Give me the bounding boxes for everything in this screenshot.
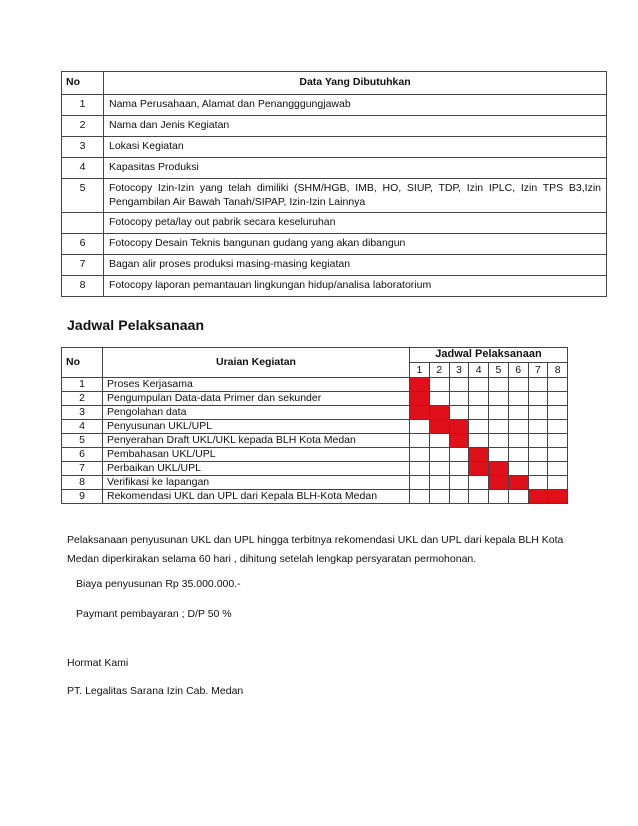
schedule-cell-empty (548, 462, 568, 476)
schedule-cell-filled (528, 490, 548, 504)
requirements-row (62, 179, 607, 213)
schedule-cell-empty (410, 462, 430, 476)
schedule-cell-empty (449, 392, 469, 406)
requirements-row (62, 158, 607, 179)
schedule-row (62, 406, 568, 420)
requirements-row-text: Fotocopy peta/lay out pabrik secara keseluruhan (104, 213, 607, 234)
schedule-week-header: 3 (449, 363, 469, 378)
schedule-col-uraian: Uraian Kegiatan (103, 348, 410, 378)
requirements-row (62, 255, 607, 276)
schedule-row-no: 3 (62, 406, 103, 420)
schedule-cell-empty (410, 476, 430, 490)
schedule-week-header: 7 (528, 363, 548, 378)
requirements-col-data: Data Yang Dibutuhkan (104, 72, 607, 95)
schedule-cell-filled (410, 378, 430, 392)
schedule-cell-empty (528, 378, 548, 392)
schedule-cell-empty (429, 476, 449, 490)
schedule-cell-empty (548, 434, 568, 448)
schedule-cell-empty (508, 448, 528, 462)
schedule-cell-empty (548, 420, 568, 434)
schedule-cell-empty (528, 476, 548, 490)
schedule-row-no: 6 (62, 448, 103, 462)
schedule-cell-empty (528, 420, 548, 434)
requirements-header-row (62, 72, 607, 95)
schedule-cell-empty (410, 490, 430, 504)
schedule-row-activity: Verifikasi ke lapangan (103, 476, 410, 490)
schedule-cell-empty (449, 378, 469, 392)
schedule-cell-empty (489, 490, 509, 504)
schedule-cell-empty (508, 462, 528, 476)
schedule-row (62, 462, 568, 476)
schedule-row (62, 476, 568, 490)
schedule-cell-empty (489, 378, 509, 392)
requirements-row-no: 5 (62, 179, 104, 213)
schedule-cell-filled (429, 406, 449, 420)
schedule-row-no: 2 (62, 392, 103, 406)
schedule-cell-empty (489, 434, 509, 448)
schedule-cell-empty (449, 462, 469, 476)
schedule-row (62, 434, 568, 448)
schedule-week-header: 5 (489, 363, 509, 378)
schedule-cell-empty (429, 378, 449, 392)
schedule-cell-filled (489, 476, 509, 490)
schedule-cell-empty (548, 476, 568, 490)
schedule-cell-empty (429, 448, 449, 462)
schedule-cell-empty (469, 434, 489, 448)
schedule-cell-empty (410, 434, 430, 448)
schedule-cell-filled (410, 392, 430, 406)
schedule-cell-empty (429, 490, 449, 504)
schedule-cell-filled (469, 462, 489, 476)
requirements-row-no: 1 (62, 95, 104, 116)
schedule-cell-filled (469, 448, 489, 462)
schedule-row (62, 378, 568, 392)
schedule-cell-empty (508, 392, 528, 406)
schedule-row (62, 448, 568, 462)
requirements-row-no: 2 (62, 116, 104, 137)
requirements-row (62, 276, 607, 297)
schedule-week-header: 8 (548, 363, 568, 378)
requirements-row (62, 234, 607, 255)
schedule-week-header: 1 (410, 363, 430, 378)
schedule-cell-empty (429, 392, 449, 406)
requirements-row (62, 95, 607, 116)
closing-line: Hormat Kami (67, 657, 129, 669)
schedule-week-header: 4 (469, 363, 489, 378)
requirements-row-text: Lokasi Kegiatan (104, 137, 607, 158)
schedule-row-activity: Pengumpulan Data-data Primer dan sekunder (103, 392, 410, 406)
schedule-row (62, 392, 568, 406)
schedule-cell-empty (528, 448, 548, 462)
schedule-row-no: 1 (62, 378, 103, 392)
schedule-cell-empty (469, 490, 489, 504)
schedule-cell-empty (508, 378, 528, 392)
schedule-cell-empty (469, 476, 489, 490)
requirements-row-text: Fotocopy laporan pemantauan lingkungan hidup/analisa laboratorium (104, 276, 607, 297)
schedule-cell-empty (508, 406, 528, 420)
schedule-row-activity: Penyusunan UKL/UPL (103, 420, 410, 434)
schedule-cell-empty (489, 392, 509, 406)
requirements-row-no: 8 (62, 276, 104, 297)
schedule-cell-empty (410, 420, 430, 434)
schedule-row-activity: Penyerahan Draft UKL/UKL kepada BLH Kota Medan (103, 434, 410, 448)
requirements-row-text: Fotocopy Izin-Izin yang telah dimiliki (SHM/HGB, IMB, HO, SIUP, TDP, Izin IPLC, Izin TPS B3,Izin Pengambilan Air Bawah Tanah/SIPAP, Izin-Izin Lainnya (104, 179, 607, 213)
schedule-cell-empty (469, 378, 489, 392)
schedule-cell-empty (469, 420, 489, 434)
schedule-cell-filled (449, 434, 469, 448)
schedule-col-jadwal: Jadwal Pelaksanaan (410, 348, 568, 363)
requirements-row (62, 116, 607, 137)
timeline-paragraph: Pelaksanaan penyusunan UKL dan UPL hingga terbitnya rekomendasi UKL dan UPL dari kepala BLH Kota Medan diperkirakan selama 60 hari , dihitung setelah lengkap persyaratan permohonan. (67, 534, 564, 565)
schedule-cell-empty (449, 490, 469, 504)
schedule-row-no: 8 (62, 476, 103, 490)
requirements-row-text: Fotocopy Desain Teknis bangunan gudang yang akan dibangun (104, 234, 607, 255)
cost-line: Biaya penyusunan Rp 35.000.000.- (76, 578, 241, 590)
requirements-row (62, 137, 607, 158)
requirements-col-no: No (62, 72, 104, 95)
schedule-week-header: 6 (508, 363, 528, 378)
requirements-row-text: Nama dan Jenis Kegiatan (104, 116, 607, 137)
schedule-row-activity: Pembahasan UKL/UPL (103, 448, 410, 462)
schedule-row-activity: Pengolahan data (103, 406, 410, 420)
schedule-cell-filled (449, 420, 469, 434)
schedule-cell-empty (489, 448, 509, 462)
schedule-cell-empty (508, 434, 528, 448)
schedule-header-row (62, 348, 568, 363)
requirements-row-no: 4 (62, 158, 104, 179)
schedule-cell-empty (469, 406, 489, 420)
requirements-row (62, 213, 607, 234)
company-line: PT. Legalitas Sarana Izin Cab. Medan (67, 685, 244, 697)
schedule-cell-empty (548, 406, 568, 420)
schedule-cell-empty (548, 392, 568, 406)
schedule-cell-empty (548, 448, 568, 462)
schedule-row-activity: Perbaikan UKL/UPL (103, 462, 410, 476)
schedule-col-no: No (62, 348, 103, 378)
schedule-row-activity: Proses Kerjasama (103, 378, 410, 392)
schedule-cell-filled (429, 420, 449, 434)
schedule-cell-empty (508, 490, 528, 504)
requirements-row-no: 6 (62, 234, 104, 255)
schedule-cell-empty (528, 434, 548, 448)
requirements-row-text: Bagan alir proses produksi masing-masing kegiatan (104, 255, 607, 276)
schedule-cell-filled (508, 476, 528, 490)
schedule-row-no: 9 (62, 490, 103, 504)
payment-line: Paymant pembayaran ; D/P 50 % (76, 608, 232, 620)
requirements-row-no (62, 213, 104, 234)
schedule-cell-empty (449, 406, 469, 420)
schedule-cell-empty (548, 378, 568, 392)
schedule-table (61, 347, 568, 504)
schedule-cell-filled (548, 490, 568, 504)
schedule-cell-empty (528, 406, 548, 420)
schedule-cell-empty (528, 392, 548, 406)
schedule-row (62, 490, 568, 504)
requirements-row-no: 7 (62, 255, 104, 276)
schedule-cell-filled (489, 462, 509, 476)
schedule-cell-empty (489, 406, 509, 420)
schedule-heading: Jadwal Pelaksanaan (67, 317, 205, 333)
schedule-cell-empty (508, 420, 528, 434)
schedule-cell-empty (429, 462, 449, 476)
requirements-row-text: Kapasitas Produksi (104, 158, 607, 179)
schedule-cell-filled (410, 406, 430, 420)
schedule-row-no: 5 (62, 434, 103, 448)
requirements-row-no: 3 (62, 137, 104, 158)
schedule-cell-empty (449, 448, 469, 462)
schedule-row (62, 420, 568, 434)
schedule-cell-empty (528, 462, 548, 476)
schedule-cell-empty (449, 476, 469, 490)
schedule-body (62, 378, 568, 504)
schedule-cell-empty (489, 420, 509, 434)
schedule-row-activity: Rekomendasi UKL dan UPL dari Kepala BLH-Kota Medan (103, 490, 410, 504)
schedule-cell-empty (469, 392, 489, 406)
requirements-table (61, 71, 607, 297)
requirements-row-text: Nama Perusahaan, Alamat dan Penangggungjawab (104, 95, 607, 116)
schedule-cell-empty (429, 434, 449, 448)
schedule-row-no: 4 (62, 420, 103, 434)
schedule-week-header: 2 (429, 363, 449, 378)
schedule-cell-empty (410, 448, 430, 462)
schedule-row-no: 7 (62, 462, 103, 476)
